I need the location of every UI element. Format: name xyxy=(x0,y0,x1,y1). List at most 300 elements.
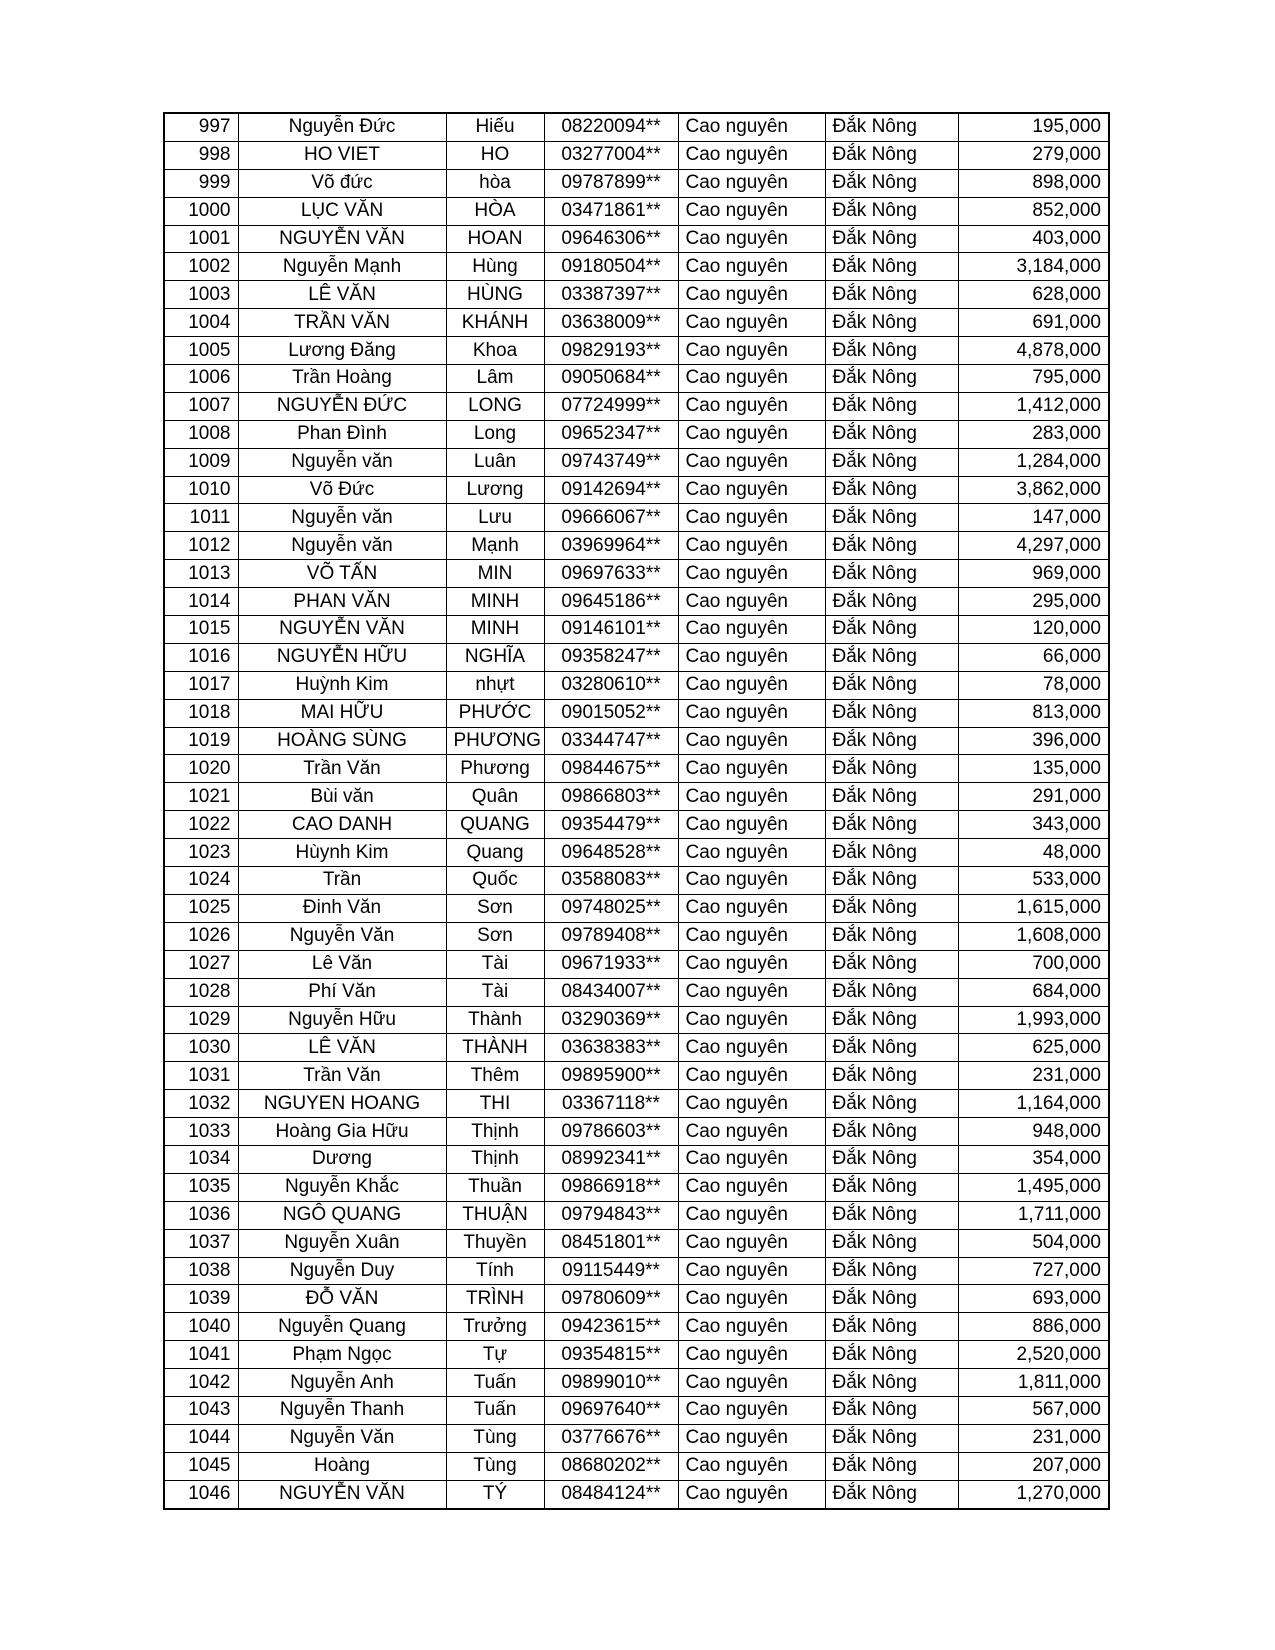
phone-cell: 09789408** xyxy=(544,922,678,950)
surname-cell: CAO DANH xyxy=(238,811,446,839)
row-number: 1009 xyxy=(164,448,238,476)
table-row xyxy=(164,671,1109,699)
region-cell: Cao nguyên xyxy=(678,1062,825,1090)
province-cell: Đắk Nông xyxy=(825,1229,958,1257)
province-cell: Đắk Nông xyxy=(825,922,958,950)
amount-cell: 195,000 xyxy=(958,113,1109,141)
phone-cell: 09743749** xyxy=(544,448,678,476)
given-name-cell: Sơn xyxy=(446,894,544,922)
amount-cell: 147,000 xyxy=(958,504,1109,532)
province-cell: Đắk Nông xyxy=(825,1285,958,1313)
phone-cell: 03280610** xyxy=(544,671,678,699)
region-cell: Cao nguyên xyxy=(678,643,825,671)
row-number: 1016 xyxy=(164,643,238,671)
row-number: 1023 xyxy=(164,839,238,867)
province-cell: Đắk Nông xyxy=(825,783,958,811)
row-number: 999 xyxy=(164,169,238,197)
table-row xyxy=(164,253,1109,281)
province-cell: Đắk Nông xyxy=(825,448,958,476)
phone-cell: 03290369** xyxy=(544,1006,678,1034)
phone-cell: 09786603** xyxy=(544,1118,678,1146)
surname-cell: Đinh Văn xyxy=(238,894,446,922)
table-row xyxy=(164,811,1109,839)
given-name-cell: THI xyxy=(446,1090,544,1118)
given-name-cell: Thuần xyxy=(446,1173,544,1201)
row-number: 1032 xyxy=(164,1090,238,1118)
row-number: 1022 xyxy=(164,811,238,839)
given-name-cell: Tuấn xyxy=(446,1369,544,1397)
amount-cell: 231,000 xyxy=(958,1424,1109,1452)
region-cell: Cao nguyên xyxy=(678,448,825,476)
row-number: 1033 xyxy=(164,1118,238,1146)
phone-cell: 08220094** xyxy=(544,113,678,141)
phone-cell: 09354815** xyxy=(544,1341,678,1369)
given-name-cell: KHÁNH xyxy=(446,309,544,337)
region-cell: Cao nguyên xyxy=(678,671,825,699)
row-number: 1034 xyxy=(164,1145,238,1173)
table-row xyxy=(164,1006,1109,1034)
province-cell: Đắk Nông xyxy=(825,253,958,281)
province-cell: Đắk Nông xyxy=(825,839,958,867)
region-cell: Cao nguyên xyxy=(678,1145,825,1173)
amount-cell: 533,000 xyxy=(958,867,1109,895)
surname-cell: TRẦN VĂN xyxy=(238,309,446,337)
region-cell: Cao nguyên xyxy=(678,1118,825,1146)
province-cell: Đắk Nông xyxy=(825,867,958,895)
phone-cell: 09899010** xyxy=(544,1369,678,1397)
province-cell: Đắk Nông xyxy=(825,392,958,420)
row-number: 1004 xyxy=(164,309,238,337)
province-cell: Đắk Nông xyxy=(825,1201,958,1229)
given-name-cell: Tùng xyxy=(446,1452,544,1480)
region-cell: Cao nguyên xyxy=(678,1201,825,1229)
amount-cell: 886,000 xyxy=(958,1313,1109,1341)
given-name-cell: Tuấn xyxy=(446,1396,544,1424)
table-row xyxy=(164,1090,1109,1118)
phone-cell: 08434007** xyxy=(544,978,678,1006)
amount-cell: 343,000 xyxy=(958,811,1109,839)
phone-cell: 03638009** xyxy=(544,309,678,337)
given-name-cell: MIN xyxy=(446,560,544,588)
row-number: 1006 xyxy=(164,365,238,393)
phone-cell: 09895900** xyxy=(544,1062,678,1090)
amount-cell: 48,000 xyxy=(958,839,1109,867)
given-name-cell: HO xyxy=(446,141,544,169)
region-cell: Cao nguyên xyxy=(678,420,825,448)
given-name-cell: THÀNH xyxy=(446,1034,544,1062)
given-name-cell: HÙNG xyxy=(446,281,544,309)
amount-cell: 66,000 xyxy=(958,643,1109,671)
region-cell: Cao nguyên xyxy=(678,169,825,197)
province-cell: Đắk Nông xyxy=(825,141,958,169)
province-cell: Đắk Nông xyxy=(825,1257,958,1285)
amount-cell: 3,184,000 xyxy=(958,253,1109,281)
province-cell: Đắk Nông xyxy=(825,811,958,839)
given-name-cell: Luân xyxy=(446,448,544,476)
row-number: 1021 xyxy=(164,783,238,811)
row-number: 1025 xyxy=(164,894,238,922)
row-number: 1019 xyxy=(164,727,238,755)
given-name-cell: Lưu xyxy=(446,504,544,532)
amount-cell: 1,284,000 xyxy=(958,448,1109,476)
table-row xyxy=(164,169,1109,197)
amount-cell: 354,000 xyxy=(958,1145,1109,1173)
amount-cell: 295,000 xyxy=(958,588,1109,616)
province-cell: Đắk Nông xyxy=(825,755,958,783)
row-number: 1026 xyxy=(164,922,238,950)
phone-cell: 03776676** xyxy=(544,1424,678,1452)
province-cell: Đắk Nông xyxy=(825,1424,958,1452)
phone-cell: 09748025** xyxy=(544,894,678,922)
province-cell: Đắk Nông xyxy=(825,588,958,616)
phone-cell: 03387397** xyxy=(544,281,678,309)
phone-cell: 09780609** xyxy=(544,1285,678,1313)
province-cell: Đắk Nông xyxy=(825,1090,958,1118)
table-row xyxy=(164,225,1109,253)
table-row xyxy=(164,1201,1109,1229)
table-row xyxy=(164,309,1109,337)
region-cell: Cao nguyên xyxy=(678,560,825,588)
given-name-cell: Long xyxy=(446,420,544,448)
table-row xyxy=(164,755,1109,783)
row-number: 1018 xyxy=(164,699,238,727)
table-row xyxy=(164,1173,1109,1201)
row-number: 997 xyxy=(164,113,238,141)
amount-cell: 1,270,000 xyxy=(958,1480,1109,1508)
given-name-cell: Tài xyxy=(446,978,544,1006)
amount-cell: 1,412,000 xyxy=(958,392,1109,420)
province-cell: Đắk Nông xyxy=(825,1480,958,1508)
province-cell: Đắk Nông xyxy=(825,309,958,337)
region-cell: Cao nguyên xyxy=(678,839,825,867)
phone-cell: 09180504** xyxy=(544,253,678,281)
surname-cell: ĐỖ VĂN xyxy=(238,1285,446,1313)
surname-cell: Trần Văn xyxy=(238,755,446,783)
surname-cell: Huỳnh Kim xyxy=(238,671,446,699)
given-name-cell: Lương xyxy=(446,476,544,504)
surname-cell: Hoàng xyxy=(238,1452,446,1480)
province-cell: Đắk Nông xyxy=(825,699,958,727)
region-cell: Cao nguyên xyxy=(678,1452,825,1480)
region-cell: Cao nguyên xyxy=(678,225,825,253)
phone-cell: 09829193** xyxy=(544,337,678,365)
province-cell: Đắk Nông xyxy=(825,1452,958,1480)
surname-cell: Phạm Ngọc xyxy=(238,1341,446,1369)
amount-cell: 279,000 xyxy=(958,141,1109,169)
table-row xyxy=(164,337,1109,365)
given-name-cell: nhựt xyxy=(446,671,544,699)
phone-cell: 08992341** xyxy=(544,1145,678,1173)
table-row xyxy=(164,588,1109,616)
row-number: 1028 xyxy=(164,978,238,1006)
surname-cell: HO VIET xyxy=(238,141,446,169)
region-cell: Cao nguyên xyxy=(678,1173,825,1201)
amount-cell: 852,000 xyxy=(958,197,1109,225)
given-name-cell: HOAN xyxy=(446,225,544,253)
surname-cell: NGUYỄN VĂN xyxy=(238,616,446,644)
table-row xyxy=(164,504,1109,532)
region-cell: Cao nguyên xyxy=(678,978,825,1006)
region-cell: Cao nguyên xyxy=(678,1313,825,1341)
surname-cell: LÊ VĂN xyxy=(238,281,446,309)
amount-cell: 1,164,000 xyxy=(958,1090,1109,1118)
province-cell: Đắk Nông xyxy=(825,727,958,755)
region-cell: Cao nguyên xyxy=(678,755,825,783)
phone-cell: 09844675** xyxy=(544,755,678,783)
row-number: 1011 xyxy=(164,504,238,532)
region-cell: Cao nguyên xyxy=(678,1285,825,1313)
row-number: 1001 xyxy=(164,225,238,253)
region-cell: Cao nguyên xyxy=(678,365,825,393)
province-cell: Đắk Nông xyxy=(825,420,958,448)
surname-cell: LÊ VĂN xyxy=(238,1034,446,1062)
surname-cell: Bùi văn xyxy=(238,783,446,811)
province-cell: Đắk Nông xyxy=(825,1145,958,1173)
surname-cell: Trần Hoàng xyxy=(238,365,446,393)
given-name-cell: Thêm xyxy=(446,1062,544,1090)
table-row xyxy=(164,1480,1109,1508)
region-cell: Cao nguyên xyxy=(678,1396,825,1424)
amount-cell: 1,615,000 xyxy=(958,894,1109,922)
amount-cell: 795,000 xyxy=(958,365,1109,393)
surname-cell: Trần xyxy=(238,867,446,895)
given-name-cell: PHƯƠNG xyxy=(446,727,544,755)
phone-cell: 03588083** xyxy=(544,867,678,895)
table-row xyxy=(164,922,1109,950)
phone-cell: 09648528** xyxy=(544,839,678,867)
phone-cell: 03638383** xyxy=(544,1034,678,1062)
amount-cell: 2,520,000 xyxy=(958,1341,1109,1369)
given-name-cell: Quang xyxy=(446,839,544,867)
region-cell: Cao nguyên xyxy=(678,811,825,839)
region-cell: Cao nguyên xyxy=(678,588,825,616)
table-row xyxy=(164,1369,1109,1397)
amount-cell: 3,862,000 xyxy=(958,476,1109,504)
province-cell: Đắk Nông xyxy=(825,197,958,225)
table-row xyxy=(164,448,1109,476)
table-row xyxy=(164,950,1109,978)
row-number: 1024 xyxy=(164,867,238,895)
surname-cell: NGUYỄN ĐỨC xyxy=(238,392,446,420)
row-number: 1003 xyxy=(164,281,238,309)
surname-cell: NGUYEN HOANG xyxy=(238,1090,446,1118)
given-name-cell: THUẬN xyxy=(446,1201,544,1229)
region-cell: Cao nguyên xyxy=(678,1034,825,1062)
phone-cell: 07724999** xyxy=(544,392,678,420)
given-name-cell: TÝ xyxy=(446,1480,544,1508)
table-row xyxy=(164,1118,1109,1146)
phone-cell: 03367118** xyxy=(544,1090,678,1118)
row-number: 1037 xyxy=(164,1229,238,1257)
province-cell: Đắk Nông xyxy=(825,1006,958,1034)
province-cell: Đắk Nông xyxy=(825,1313,958,1341)
row-number: 1020 xyxy=(164,755,238,783)
phone-cell: 09646306** xyxy=(544,225,678,253)
region-cell: Cao nguyên xyxy=(678,337,825,365)
amount-cell: 396,000 xyxy=(958,727,1109,755)
table-row xyxy=(164,1034,1109,1062)
given-name-cell: Thịnh xyxy=(446,1145,544,1173)
phone-cell: 09146101** xyxy=(544,616,678,644)
province-cell: Đắk Nông xyxy=(825,476,958,504)
row-number: 1044 xyxy=(164,1424,238,1452)
row-number: 1027 xyxy=(164,950,238,978)
amount-cell: 1,495,000 xyxy=(958,1173,1109,1201)
amount-cell: 625,000 xyxy=(958,1034,1109,1062)
province-cell: Đắk Nông xyxy=(825,1173,958,1201)
row-number: 1039 xyxy=(164,1285,238,1313)
row-number: 1005 xyxy=(164,337,238,365)
surname-cell: Nguyễn Đức xyxy=(238,113,446,141)
row-number: 1040 xyxy=(164,1313,238,1341)
province-cell: Đắk Nông xyxy=(825,225,958,253)
region-cell: Cao nguyên xyxy=(678,867,825,895)
given-name-cell: Phương xyxy=(446,755,544,783)
table-row xyxy=(164,1257,1109,1285)
given-name-cell: hòa xyxy=(446,169,544,197)
amount-cell: 813,000 xyxy=(958,699,1109,727)
given-name-cell: TRÌNH xyxy=(446,1285,544,1313)
surname-cell: Nguyễn Xuân xyxy=(238,1229,446,1257)
given-name-cell: HÒA xyxy=(446,197,544,225)
surname-cell: Hùynh Kim xyxy=(238,839,446,867)
province-cell: Đắk Nông xyxy=(825,643,958,671)
province-cell: Đắk Nông xyxy=(825,1369,958,1397)
given-name-cell: Thịnh xyxy=(446,1118,544,1146)
row-number: 1013 xyxy=(164,560,238,588)
given-name-cell: Hiếu xyxy=(446,113,544,141)
amount-cell: 403,000 xyxy=(958,225,1109,253)
region-cell: Cao nguyên xyxy=(678,1480,825,1508)
region-cell: Cao nguyên xyxy=(678,1090,825,1118)
phone-cell: 09697640** xyxy=(544,1396,678,1424)
row-number: 1046 xyxy=(164,1480,238,1508)
given-name-cell: Sơn xyxy=(446,922,544,950)
surname-cell: VÕ TẤN xyxy=(238,560,446,588)
region-cell: Cao nguyên xyxy=(678,141,825,169)
table-row xyxy=(164,894,1109,922)
region-cell: Cao nguyên xyxy=(678,253,825,281)
table-row xyxy=(164,616,1109,644)
table-row xyxy=(164,532,1109,560)
table-row xyxy=(164,1341,1109,1369)
surname-cell: Nguyễn Văn xyxy=(238,922,446,950)
table-row xyxy=(164,643,1109,671)
region-cell: Cao nguyên xyxy=(678,197,825,225)
surname-cell: Nguyễn Quang xyxy=(238,1313,446,1341)
surname-cell: Nguyễn văn xyxy=(238,532,446,560)
given-name-cell: Tùng xyxy=(446,1424,544,1452)
phone-cell: 09015052** xyxy=(544,699,678,727)
row-number: 1014 xyxy=(164,588,238,616)
row-number: 1038 xyxy=(164,1257,238,1285)
region-cell: Cao nguyên xyxy=(678,1369,825,1397)
amount-cell: 1,811,000 xyxy=(958,1369,1109,1397)
surname-cell: Nguyễn Mạnh xyxy=(238,253,446,281)
surname-cell: NGUYỄN HỮU xyxy=(238,643,446,671)
given-name-cell: Thành xyxy=(446,1006,544,1034)
region-cell: Cao nguyên xyxy=(678,699,825,727)
row-number: 1045 xyxy=(164,1452,238,1480)
region-cell: Cao nguyên xyxy=(678,476,825,504)
amount-cell: 700,000 xyxy=(958,950,1109,978)
row-number: 1029 xyxy=(164,1006,238,1034)
surname-cell: Nguyễn Văn xyxy=(238,1424,446,1452)
region-cell: Cao nguyên xyxy=(678,1257,825,1285)
region-cell: Cao nguyên xyxy=(678,894,825,922)
given-name-cell: Lâm xyxy=(446,365,544,393)
given-name-cell: Hùng xyxy=(446,253,544,281)
row-number: 1042 xyxy=(164,1369,238,1397)
surname-cell: Hoàng Gia Hữu xyxy=(238,1118,446,1146)
phone-cell: 09645186** xyxy=(544,588,678,616)
region-cell: Cao nguyên xyxy=(678,783,825,811)
table-row xyxy=(164,560,1109,588)
table-row xyxy=(164,197,1109,225)
given-name-cell: Mạnh xyxy=(446,532,544,560)
surname-cell: NGUYỄN VĂN xyxy=(238,1480,446,1508)
table-row xyxy=(164,1229,1109,1257)
row-number: 1031 xyxy=(164,1062,238,1090)
region-cell: Cao nguyên xyxy=(678,1341,825,1369)
recipient-table xyxy=(163,112,1110,1510)
amount-cell: 898,000 xyxy=(958,169,1109,197)
table-row xyxy=(164,1313,1109,1341)
amount-cell: 231,000 xyxy=(958,1062,1109,1090)
given-name-cell: Thuyền xyxy=(446,1229,544,1257)
surname-cell: MAI HỮU xyxy=(238,699,446,727)
surname-cell: PHAN VĂN xyxy=(238,588,446,616)
row-number: 1010 xyxy=(164,476,238,504)
amount-cell: 727,000 xyxy=(958,1257,1109,1285)
phone-cell: 09866918** xyxy=(544,1173,678,1201)
phone-cell: 08451801** xyxy=(544,1229,678,1257)
amount-cell: 628,000 xyxy=(958,281,1109,309)
given-name-cell: Trưởng xyxy=(446,1313,544,1341)
row-number: 1015 xyxy=(164,616,238,644)
province-cell: Đắk Nông xyxy=(825,532,958,560)
region-cell: Cao nguyên xyxy=(678,113,825,141)
surname-cell: LỤC VĂN xyxy=(238,197,446,225)
table-row xyxy=(164,1145,1109,1173)
table-row xyxy=(164,1062,1109,1090)
region-cell: Cao nguyên xyxy=(678,392,825,420)
region-cell: Cao nguyên xyxy=(678,727,825,755)
row-number: 1017 xyxy=(164,671,238,699)
table-body xyxy=(164,113,1109,1509)
amount-cell: 684,000 xyxy=(958,978,1109,1006)
phone-cell: 09358247** xyxy=(544,643,678,671)
given-name-cell: Quốc xyxy=(446,867,544,895)
amount-cell: 693,000 xyxy=(958,1285,1109,1313)
table-row xyxy=(164,365,1109,393)
amount-cell: 135,000 xyxy=(958,755,1109,783)
phone-cell: 03344747** xyxy=(544,727,678,755)
surname-cell: NGUYỄN VĂN xyxy=(238,225,446,253)
table-row xyxy=(164,420,1109,448)
amount-cell: 567,000 xyxy=(958,1396,1109,1424)
province-cell: Đắk Nông xyxy=(825,1341,958,1369)
province-cell: Đắk Nông xyxy=(825,950,958,978)
region-cell: Cao nguyên xyxy=(678,1229,825,1257)
amount-cell: 691,000 xyxy=(958,309,1109,337)
amount-cell: 207,000 xyxy=(958,1452,1109,1480)
table-row xyxy=(164,1452,1109,1480)
surname-cell: Nguyễn Khắc xyxy=(238,1173,446,1201)
row-number: 1012 xyxy=(164,532,238,560)
table-row xyxy=(164,476,1109,504)
table-row xyxy=(164,392,1109,420)
